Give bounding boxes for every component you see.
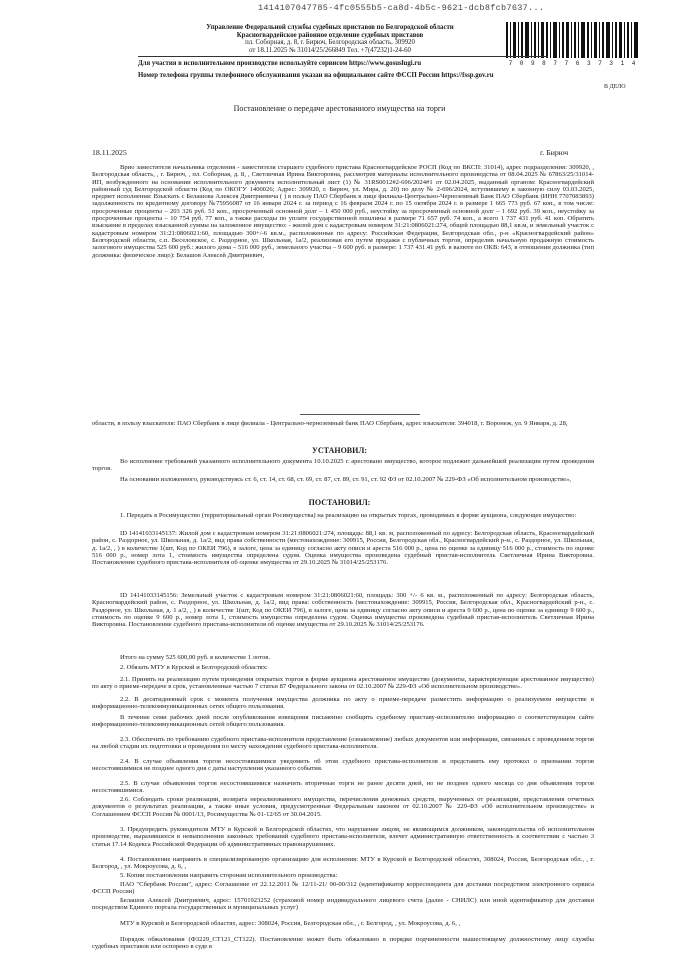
barcode-icon — [506, 22, 638, 58]
letterhead-line-2: Красногвардейское районное отделение судебных приставов — [236, 31, 424, 39]
intro-paragraph: Врио заместителя начальника отделения - заместителя старшего судебного пристава Красногвардейское РОСП (Код по ВКСП: 31014), адрес подразделения: 309920, , Белгородская область, , г. Бирюч, , пл. Соборная, д. 8, , Светличная Ирина Викторовна, рассмотрев материалы исполнительного производства от 08.04.2025 № 67863/25/31014-ИП, возбужденного на основании исполнительного документа исполнительный лист (1) № 31RS0012#2-696/2024#1 от 02.04.2025, выданный органом: Красногвардейский районный суд Белгородской области (Код по ОКОГУ 1400026; Адрес: 309920, г. Бирюч, ул. Мира, д. 20) по делу № 2-696/2024, вступившему в законную силу 03.03.2025, предмет исполнения: Взыскать с Белашова Алексея Дмитриевича ( ) в пользу ПАО Сбербанк в лице филиала-Центрально-Черноземный Банк ПАО Сбербанк (ИНН 7707083893) задолженность по кредитному договору №75956087 от 16 января 2024 г. за период с 16 февраля 2024 г. по 15 октября 2024 г. в размере 1 665 773 руб. 67 коп., в том числе: просроченные проценты – 203 326 руб. 51 коп., просроченный основной долг – 1 450 000 руб., неустойку за просроченный основной долг – 1 692 руб. 39 коп., неустойку за просроченные проценты – 10 754 руб. 77 коп., а также расходы по уплате государственной пошлины в размере 71 657 руб. 74 коп., а всего 1 737 431 руб. 41 коп. Обратить взыскание в пределах взысканной суммы на заложенное имущество: - жилой дом с кадастровым номером 31:21:0806021:274, общей площадью 88,1 кв.м, и земельный участок с кадастровым номером 31:21:0806021:60, площадью 300+/-6 кв.м., расположенные по адресу: Российская Федерация, Белгородская обл., р-н «Красногвардейский район» Белгородской области, с.п. Веселовское, с. Раздорное, ул. Школьная, 1а/2, реализовав его путем продажи с публичных торгов, определив начальную продажную стоимость залогового имущества 525 600 руб.: жилого дома – 516 000 руб., земельного участка – 9 600 руб. в размере: 1 737 431.41 руб. в валюте по ОКВ: 643, в отношении должника (тип должника: физическое лицо): Белашов Алексей Дмитриевич, — [92, 164, 594, 259]
paragraph-6: Порядок обжалования (Ф3229_СТ121_СТ122). Постановление может быть обжаловано в порядке подчиненности вышестоящему должностному лицу службы судебных приставов или оспорено в суде в — [92, 936, 594, 951]
paragraph-5: 5. Копии постановления направить сторонам исполнительного производства: — [120, 872, 338, 879]
paragraph-4: 4. Постановление направить в специализированную организацию для исполнения: МТУ в Курской и Белгородской областях, 308024, Россия, Белгородская обл., , г. Белгород, , ул. Мокроусова, д. 6, , — [92, 856, 594, 871]
total-line: Итого на сумму 525 600,00 руб. в количестве 1 лотов. — [120, 654, 270, 661]
basis-text: На основании изложенного, руководствуясь ст. 6, ст. 14, ст. 68, ст. 69, ст. 87, ст. 89, ст. 91, ст. 92 ФЗ от 02.10.2007 № 229-ФЗ «Об исполнительном производстве», — [120, 476, 572, 483]
paragraph-5c: МТУ в Курской и Белгородской областях, адрес: 308024, Россия, Белгородская обл., , г. Белгород, , ул. Мокроусова, д. 6, , — [120, 920, 461, 927]
paragraph-1: 1. Передать в Росимущество (территориальный орган Росимущества) на реализацию на открытых торгах, проводимых в форме аукциона, следующее имущество: — [120, 512, 577, 519]
property-item-1: ID 14141033145137: Жилой дом с кадастровым номером 31:21:0806021:274, площадь: 88,1 кв. м, расположенный по адресу: Белгородская область, Красногвардейский район, с. Раздорное, ул. Школьная, д. 1а/2, вид права собственности (местонахождение: 309915, Россия, Белгородская обл., Красногвардейский р-н., с. Раздорное, ул. Школьная, д. 1а/2, , ) в количестве 1(шт, Код по ОКЕИ 796), в залоге, цена за единицу согласно акту описи и ареста 516 000 р., цена по оценке за единицу 516 000 р., стоимость по оценке 516 000 р., номер лота 1, стоимость имущества определена судом. Оценка имущества произведена судебный пристав-исполнитель Светличная Ирина Викторовна. Постановление судебного пристава-исполнителя об оценке имущества от 29.10.2025 № 31014/25/253176. — [92, 530, 594, 567]
delo-stamp: В ДЕЛО — [604, 84, 626, 90]
document-date: 18.11.2025 — [92, 148, 127, 157]
barcode-digits: 7 0 9 8 7 7 6 3 7 3 1 4 — [508, 60, 638, 67]
redaction-line — [300, 414, 420, 415]
property-item-2: ID 14141033145156: Земельный участок с кадастровым номером 31:21:0806021:60, площадь: 300 +/- 6 кв. м., расположенный по адресу: Белгородская область, Красногвардейский район, с. Раздорное, ул. Школьная, д. 1а/2, вид права: собственность (местонахождение: 309915, Россия, Белгородская обл., Красногвардейский р-н., с. Раздорное, ул. Школьная, д. 1 а/2, , ) в количестве 1(шт, Код по ОКЕИ 796), в залоге, цена за единицу согласно акту описи и ареста 9 600 р., цена по оценке за единицу 9 600 р., стоимость по оценке 9 600 р., номер лота 1, стоимость имущества определена судом. Оценка имущества произведена судебный пристав-исполнитель Светличная Ирина Викторовна. Постановление судебного пристава-исполнителя об оценке имущества от 29.10.2025 № 31014/25/253176. — [92, 592, 594, 629]
paragraph-3: 3. Предупредить руководителя МТУ в Курской и Белгородской областях, что нарушение лицом, не являющимся должником, законодательства об исполнительном производстве, выразившееся в невыполнении законных требований судебного пристава-исполнителя, влечет административную ответственность в соответствии с частью 3 статьи 17.14 Кодекса Российской Федерации об административных правонарушениях. — [92, 826, 594, 848]
document-code: 1414107047785-4fc0555b5-ca8d-4b5c-9621-dcb8fcb7637... — [258, 3, 545, 13]
postanovil-heading: ПОСТАНОВИЛ: — [308, 498, 371, 507]
document-title: Постановление о передаче арестованного имущества на торги — [233, 104, 446, 113]
phone-note: Номер телефона группы телефонного обслуживания указан на официальном сайте ФССП России https://fssp.gov.ru — [138, 72, 494, 79]
paragraph-5a: ПАО "Сбербанк России", адрес: Соглашение от 22.12.2011 № 12/11-21/ 90-00/312 (идентификатор корреспондента для доставки посредством электронного сервиса ФССП России) — [92, 881, 594, 896]
letterhead-line-3: пл. Соборная, д. 8, г. Бирюч, Белгородская область, 309920 — [245, 39, 415, 47]
letterhead-line-1: Управление Федеральной службы судебных приставов по Белгородской области — [206, 24, 454, 31]
paragraph-2-6: 2.6. Соблюдать сроки реализации, возврата нереализованного имущества, перечисления денежных средств, вырученных от реализации, представления отчетных документов о результатах реализации, а также иные условия, предусмотренные Федеральным законом от 02.10.2007 № 229-ФЗ «Об исполнительном производстве» и Соглашением ФССП России № 0001/13, Росимущества № 01-12/65 от 30.04.2015. — [92, 796, 594, 818]
letterhead-line-4: от 18.11.2025 № 31014/25/266849 Тел. +7(47232)1-24-60 — [249, 46, 411, 54]
paragraph-2-4: 2.4. В случае объявления торгов несостоявшимися уведомить об этом судебного пристава-исполнителя и представить ему протокол о признании торгов несостоявшимися не позднее одного дня с даты наступления указанного события. — [92, 758, 594, 773]
letterhead — [120, 24, 540, 54]
paragraph-2: 2. Обязать МТУ в Курской и Белгородской областях: — [120, 664, 268, 671]
ustanovil-text: Во исполнение требований указанного исполнительного документа 10.10.2025 г. арестовано имущество, которое подлежит дальнейшей реализации путем проведения торгов. — [92, 458, 594, 473]
letterhead-divider — [138, 56, 548, 57]
gosuslugi-note: Для участия в исполнительном производстве используйте сервисом https://www.gosuslugi.ru — [138, 60, 422, 67]
paragraph-2-1: 2.1. Принять на реализацию путем проведения открытых торгов в форме аукциона арестованное имущество (документы, характеризующие арестованное имущество) по акту о приеме-передаче в срок, установленные частью 7 статьи 87 Федерального закона от 02.10.2007 № 229-ФЗ «Об исполнительном производстве». — [92, 676, 594, 691]
ustanovil-heading: УСТАНОВИЛ: — [312, 446, 367, 455]
paragraph-2-2b: В течение семи рабочих дней после опубликования извещения письменно сообщить судебному приставу-исполнителю информацию о соответствующем сайте информационно-телекоммуникационных сетей общего пользования. — [92, 714, 594, 729]
paragraph-2-2: 2.2. В десятидневный срок с момента получения имущества должника по акту о приеме-передаче разместить информацию о реализуемом имуществе в информационно-телекоммуникационных сетях общего пользования. — [92, 696, 594, 711]
paragraph-2-3: 2.3. Обеспечить по требованию судебного пристава-исполнителя представление (ознакомление) любых документов или информации, связанных с проведением торгов на любой стадии их подготовки и проведения по месту нахождения судебного пристава-исполнителя. — [92, 736, 594, 751]
intro-paragraph-2: области, в пользу взыскателя: ПАО Сбербанк в лице филиала - Центрально-черноземный банк ПАО Сбербанк, адрес взыскателя: 394018, г. Воронеж, ул. 9 Января, д. 28, — [92, 420, 568, 427]
paragraph-5b: Белашов Алексей Дмитриевич, адрес: 15701923252 (страховой номер индивидуального лицевого счета (далее - СНИЛС) или иной идентификатор для доставки посредством Единого портала государственных и муниципальных услуг) — [92, 897, 594, 912]
paragraph-2-5: 2.5. В случае объявления торгов несостоявшимися назначить вторичные торги не ранее десяти дней, но не позднее одного месяца со дня объявления торгов несостоявшимися. — [92, 780, 594, 795]
document-city: г. Бирюч — [540, 148, 569, 157]
